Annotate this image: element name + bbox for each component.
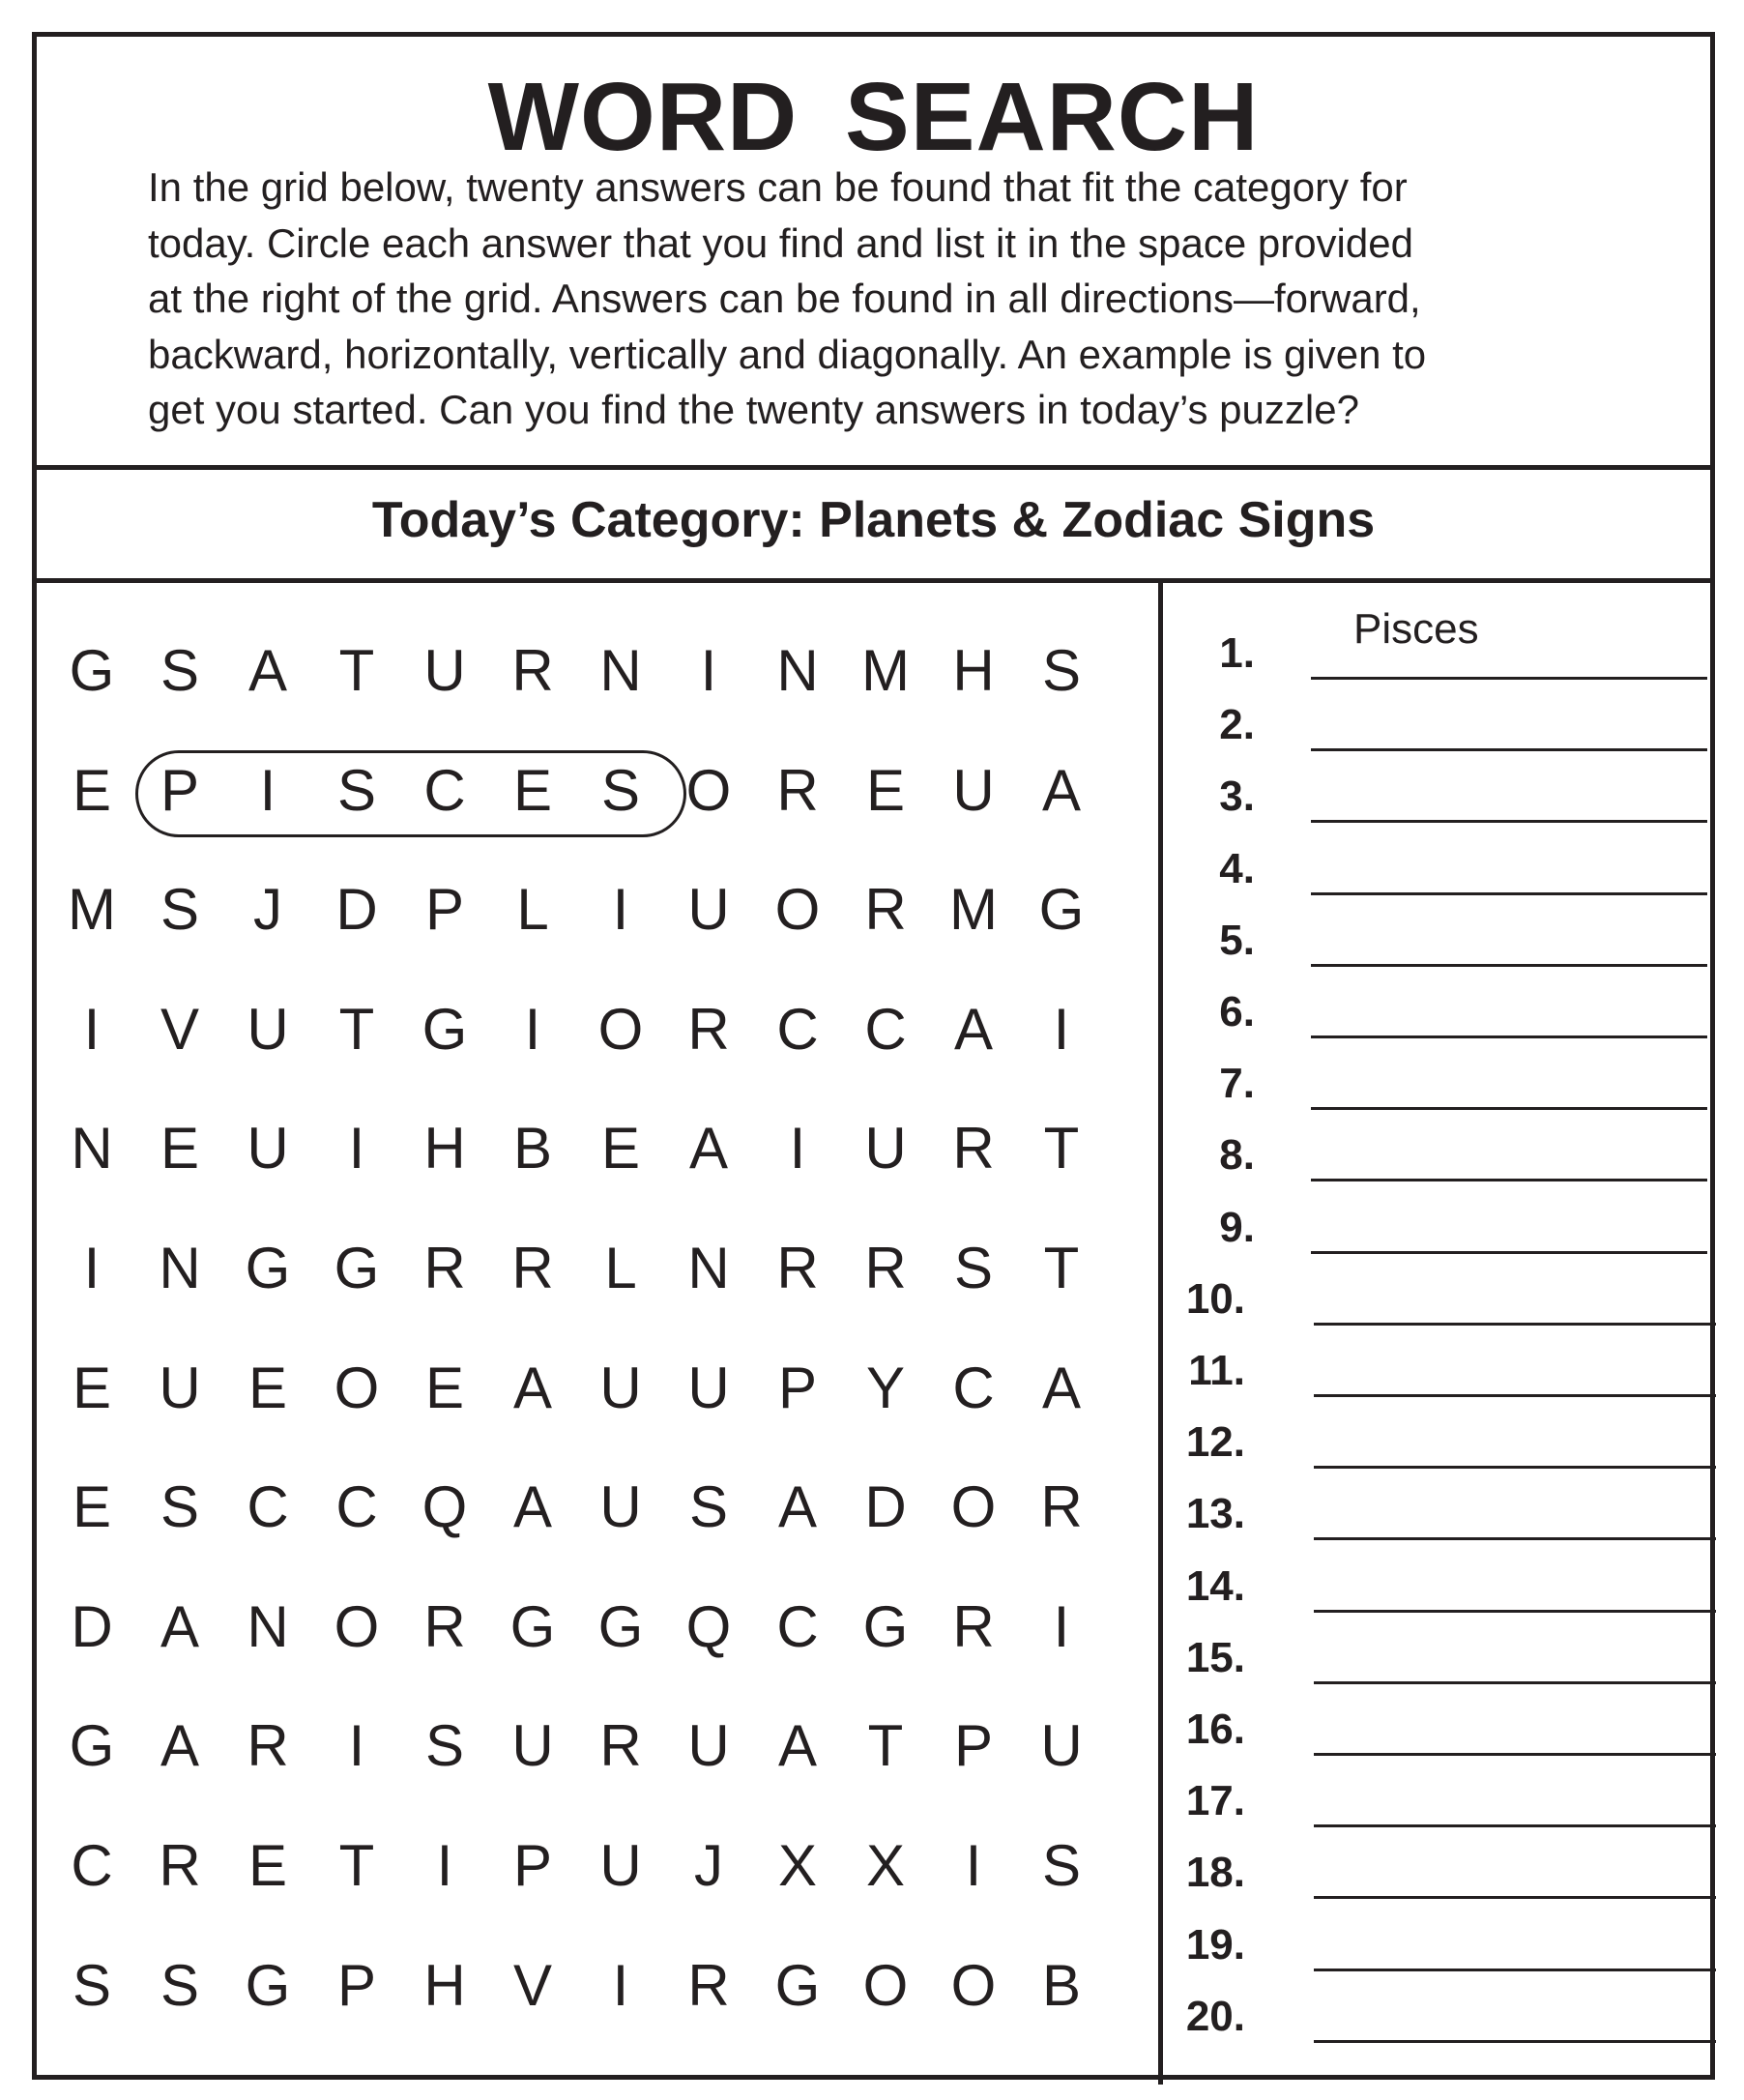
grid-letter[interactable]: T [338,638,375,703]
grid-letter[interactable]: S [72,1953,112,2018]
instructions-line: get you started. Can you find the twenty answers in today’s puzzle? [148,387,1359,432]
grid-letter[interactable]: L [516,877,549,942]
answer-number: 10. [1185,1274,1245,1323]
answer-slot[interactable] [1168,605,1709,685]
category-label: Today’s Category: Planets & Zodiac Signs [371,492,1376,548]
answer-line [1314,2040,1716,2043]
grid-letter[interactable]: I [612,1953,629,2018]
grid-letter[interactable]: N [247,1594,289,1659]
answer-value[interactable]: Pisces [1353,605,1479,653]
grid-letter[interactable]: R [511,638,554,703]
grid-letter[interactable]: E [160,1116,200,1181]
grid-letter[interactable]: S [424,1713,465,1778]
answer-slot[interactable] [1168,914,1709,972]
answer-line [1311,1179,1707,1181]
grid-letter[interactable]: R [687,997,730,1062]
grid-letter[interactable]: S [1041,1833,1082,1898]
grid-letter[interactable]: U [599,1474,642,1539]
answer-line [1311,1035,1707,1038]
grid-letter[interactable]: C [247,1474,289,1539]
answer-line [1314,1323,1716,1326]
grid-letter[interactable]: I [348,1116,365,1181]
grid-letter[interactable]: E [72,1474,112,1539]
instructions-line: In the grid below, twenty answers can be found that fit the category for [148,164,1408,210]
answer-number: 13. [1185,1490,1245,1538]
grid-letter[interactable]: N [159,1236,201,1300]
grid-letter[interactable]: A [160,1594,200,1659]
grid-letter[interactable]: P [777,1356,818,1420]
answer-number: 1. [1219,629,1255,677]
answer-number: 3. [1219,773,1255,821]
answer-number: 15. [1185,1633,1245,1681]
grid-letter[interactable]: G [334,1236,380,1300]
grid-letter[interactable]: D [71,1594,113,1659]
answer-number: 4. [1219,844,1255,892]
grid-letter[interactable]: E [72,758,112,823]
grid-letter[interactable]: P [953,1713,994,1778]
grid-letter[interactable]: I [436,1833,453,1898]
grid-letter[interactable]: Q [421,1474,468,1539]
answer-line [1311,820,1707,823]
grid-letter[interactable]: U [247,1116,289,1181]
grid-letter[interactable]: C [864,997,907,1062]
grid-letter[interactable]: B [1041,1953,1082,2018]
grid-letter[interactable]: R [864,1236,907,1300]
grid-letter[interactable]: V [160,997,200,1062]
grid-letter[interactable]: S [953,1236,994,1300]
grid-letter[interactable]: I [1053,1594,1070,1659]
grid-letter[interactable]: I [83,1236,101,1300]
page-title: WORD SEARCH [487,63,1260,171]
answer-line [1311,892,1707,895]
answer-number: 16. [1185,1706,1245,1753]
answer-slot[interactable] [1168,1487,1709,1545]
grid-letter[interactable]: A [777,1474,818,1539]
grid-letter[interactable]: A [688,1116,729,1181]
answer-number: 20. [1185,1992,1245,2040]
answer-slot[interactable] [1168,1918,1709,1976]
grid-letter[interactable]: G [421,997,468,1062]
grid-letter[interactable]: H [423,1116,466,1181]
grid-letter[interactable]: X [777,1833,818,1898]
grid-letter[interactable]: B [512,1116,553,1181]
grid-letter[interactable]: C [776,1594,819,1659]
answer-line [1314,1466,1716,1469]
grid-letter[interactable]: G [1038,877,1085,942]
grid-letter[interactable]: G [862,1594,909,1659]
grid-letter[interactable]: L [604,1236,637,1300]
answer-line [1311,677,1707,680]
puzzle-frame [32,32,1715,2080]
grid-letter[interactable]: O [334,1594,380,1659]
grid-letter[interactable]: O [950,1474,997,1539]
answer-line [1314,1681,1716,1684]
grid-letter[interactable]: T [338,997,375,1062]
grid-letter[interactable]: Q [685,1594,732,1659]
grid-letter[interactable]: I [83,997,101,1062]
grid-letter[interactable]: G [245,1953,291,2018]
answer-line [1311,748,1707,751]
answer-slot[interactable] [1168,1560,1709,1618]
answer-number: 7. [1219,1060,1255,1108]
answer-slot[interactable] [1168,698,1709,756]
grid-letter[interactable]: Y [865,1356,906,1420]
letter-grid[interactable] [37,37,1158,2085]
grid-letter[interactable]: J [694,1833,723,1898]
grid-letter[interactable]: S [160,877,200,942]
answer-number: 5. [1219,916,1255,964]
answer-number: 12. [1185,1418,1245,1467]
answer-number: 6. [1219,988,1255,1035]
grid-letter[interactable]: A [512,1474,553,1539]
grid-letter[interactable]: M [68,877,116,942]
grid-letter[interactable]: M [861,638,910,703]
grid-letter[interactable]: I [524,997,541,1062]
grid-letter[interactable]: R [599,1713,642,1778]
grid-letter[interactable]: S [336,758,377,823]
grid-letter[interactable]: U [599,1833,642,1898]
answer-slot[interactable] [1168,1631,1709,1689]
answer-slot[interactable] [1168,1057,1709,1115]
answer-slot[interactable] [1168,985,1709,1043]
grid-letter[interactable]: R [952,1116,995,1181]
answer-slot[interactable] [1168,1201,1709,1259]
grid-letter[interactable]: X [865,1833,906,1898]
grid-letter[interactable]: O [774,877,821,942]
answer-line [1314,1394,1716,1397]
grid-letter[interactable]: A [1041,1356,1082,1420]
grid-letter[interactable]: S [688,1474,729,1539]
grid-letter[interactable]: U [687,1713,730,1778]
grid-letter[interactable]: U [159,1356,201,1420]
grid-letter[interactable]: J [253,877,282,942]
grid-letter[interactable]: R [776,758,819,823]
grid-letter[interactable]: T [1043,1116,1080,1181]
grid-letter[interactable]: R [423,1236,466,1300]
grid-letter[interactable]: H [423,1953,466,2018]
answer-slot[interactable] [1168,1344,1709,1402]
grid-letter[interactable]: U [1040,1713,1083,1778]
grid-letter[interactable]: I [348,1713,365,1778]
answer-slot[interactable] [1168,1703,1709,1761]
answer-slot[interactable] [1168,1846,1709,1904]
grid-letter[interactable]: N [687,1236,730,1300]
grid-letter[interactable]: E [247,1833,288,1898]
answer-line [1314,1753,1716,1756]
answer-line [1311,964,1707,967]
grid-letter[interactable]: O [950,1953,997,2018]
grid-letter[interactable]: E [865,758,906,823]
answer-slot[interactable] [1168,1272,1709,1330]
grid-letter[interactable]: P [336,1953,377,2018]
answer-number: 19. [1185,1920,1245,1969]
grid-letter[interactable]: I [1053,997,1070,1062]
grid-letter[interactable]: U [423,638,466,703]
grid-letter[interactable]: A [247,638,288,703]
grid-letter[interactable]: A [777,1713,818,1778]
grid-letter[interactable]: G [69,638,115,703]
grid-letter[interactable]: V [512,1953,553,2018]
instructions-line: backward, horizontally, vertically and diagonally. An example is given to [148,331,1427,377]
answer-line [1311,1107,1707,1110]
grid-letter[interactable]: G [69,1713,115,1778]
grid-letter[interactable]: U [247,997,289,1062]
grid-letter[interactable]: G [774,1953,821,2018]
grid-letter[interactable]: S [160,638,200,703]
grid-letter[interactable]: U [687,1356,730,1420]
grid-letter[interactable]: S [1041,638,1082,703]
answer-number: 18. [1185,1849,1245,1897]
grid-letter[interactable]: H [952,638,995,703]
grid-letter[interactable]: C [952,1356,995,1420]
answer-line [1314,1896,1716,1899]
answer-line [1314,1537,1716,1540]
answer-number: 2. [1219,701,1255,749]
grid-letter[interactable]: O [685,758,732,823]
grid-letter[interactable]: N [776,638,819,703]
answer-line [1314,1969,1716,1971]
grid-letter[interactable]: D [864,1474,907,1539]
answer-slot[interactable] [1168,1774,1709,1832]
grid-letter[interactable]: R [776,1236,819,1300]
answer-slot[interactable] [1168,1415,1709,1473]
answer-line [1311,1251,1707,1254]
answer-slot[interactable] [1168,1990,1709,2048]
grid-letter[interactable]: U [864,1116,907,1181]
grid-letter[interactable]: R [952,1594,995,1659]
grid-letter[interactable]: E [512,758,553,823]
grid-letter[interactable]: P [424,877,465,942]
instructions-line: at the right of the grid. Answers can be found in all directions—forward, [148,276,1421,321]
answer-number: 14. [1185,1561,1245,1610]
grid-letter[interactable]: N [71,1116,113,1181]
grid-letter[interactable]: A [512,1356,553,1420]
answer-line [1314,1824,1716,1827]
grid-letter[interactable]: I [612,877,629,942]
grid-letter[interactable]: R [247,1713,289,1778]
grid-letter[interactable]: A [953,997,994,1062]
grid-letter[interactable]: S [160,1953,200,2018]
grid-letter[interactable]: R [687,1953,730,2018]
grid-letter[interactable]: R [159,1833,201,1898]
answer-number: 9. [1219,1203,1255,1251]
grid-letter[interactable]: G [597,1594,644,1659]
grid-letter[interactable]: A [1041,758,1082,823]
grid-letter[interactable]: T [1043,1236,1080,1300]
grid-letter[interactable]: N [599,638,642,703]
grid-letter[interactable]: O [597,997,644,1062]
grid-letter[interactable]: I [789,1116,806,1181]
answer-line [1314,1610,1716,1613]
grid-letter[interactable]: S [600,758,641,823]
grid-letter[interactable]: T [867,1713,904,1778]
answer-slot[interactable] [1168,770,1709,828]
grid-letter[interactable]: M [949,877,998,942]
answer-number: 17. [1185,1777,1245,1825]
grid-letter[interactable]: C [776,997,819,1062]
grid-letter[interactable]: R [1040,1474,1083,1539]
grid-letter[interactable]: R [511,1236,554,1300]
answer-slot[interactable] [1168,1128,1709,1186]
grid-letter[interactable]: E [247,1356,288,1420]
answer-slot[interactable] [1168,842,1709,900]
grid-letter[interactable]: G [509,1594,556,1659]
grid-letter[interactable]: C [423,758,466,823]
grid-letter[interactable]: T [338,1833,375,1898]
grid-letter[interactable]: E [600,1116,641,1181]
answer-number: 8. [1219,1131,1255,1180]
grid-letter[interactable]: E [424,1356,465,1420]
grid-letter[interactable]: C [335,1474,378,1539]
grid-letter[interactable]: C [71,1833,113,1898]
grid-letter[interactable]: P [512,1833,553,1898]
grid-letter[interactable]: I [965,1833,982,1898]
grid-letter[interactable]: I [700,638,717,703]
grid-letter[interactable]: P [160,758,200,823]
grid-letter[interactable]: U [687,877,730,942]
grid-letter[interactable]: A [160,1713,200,1778]
grid-letter[interactable]: U [952,758,995,823]
grid-letter[interactable]: G [245,1236,291,1300]
grid-letter[interactable]: E [72,1356,112,1420]
grid-letter[interactable]: I [259,758,276,823]
grid-letter[interactable]: U [599,1356,642,1420]
grid-letter[interactable]: R [423,1594,466,1659]
grid-letter[interactable]: O [862,1953,909,2018]
answer-number: 11. [1188,1347,1245,1394]
grid-letter[interactable]: S [160,1474,200,1539]
grid-letter[interactable]: D [335,877,378,942]
instructions-line: today. Circle each answer that you find and list it in the space provided [148,219,1413,266]
grid-letter[interactable]: O [334,1356,380,1420]
grid-letter[interactable]: U [511,1713,554,1778]
grid-letter[interactable]: R [864,877,907,942]
